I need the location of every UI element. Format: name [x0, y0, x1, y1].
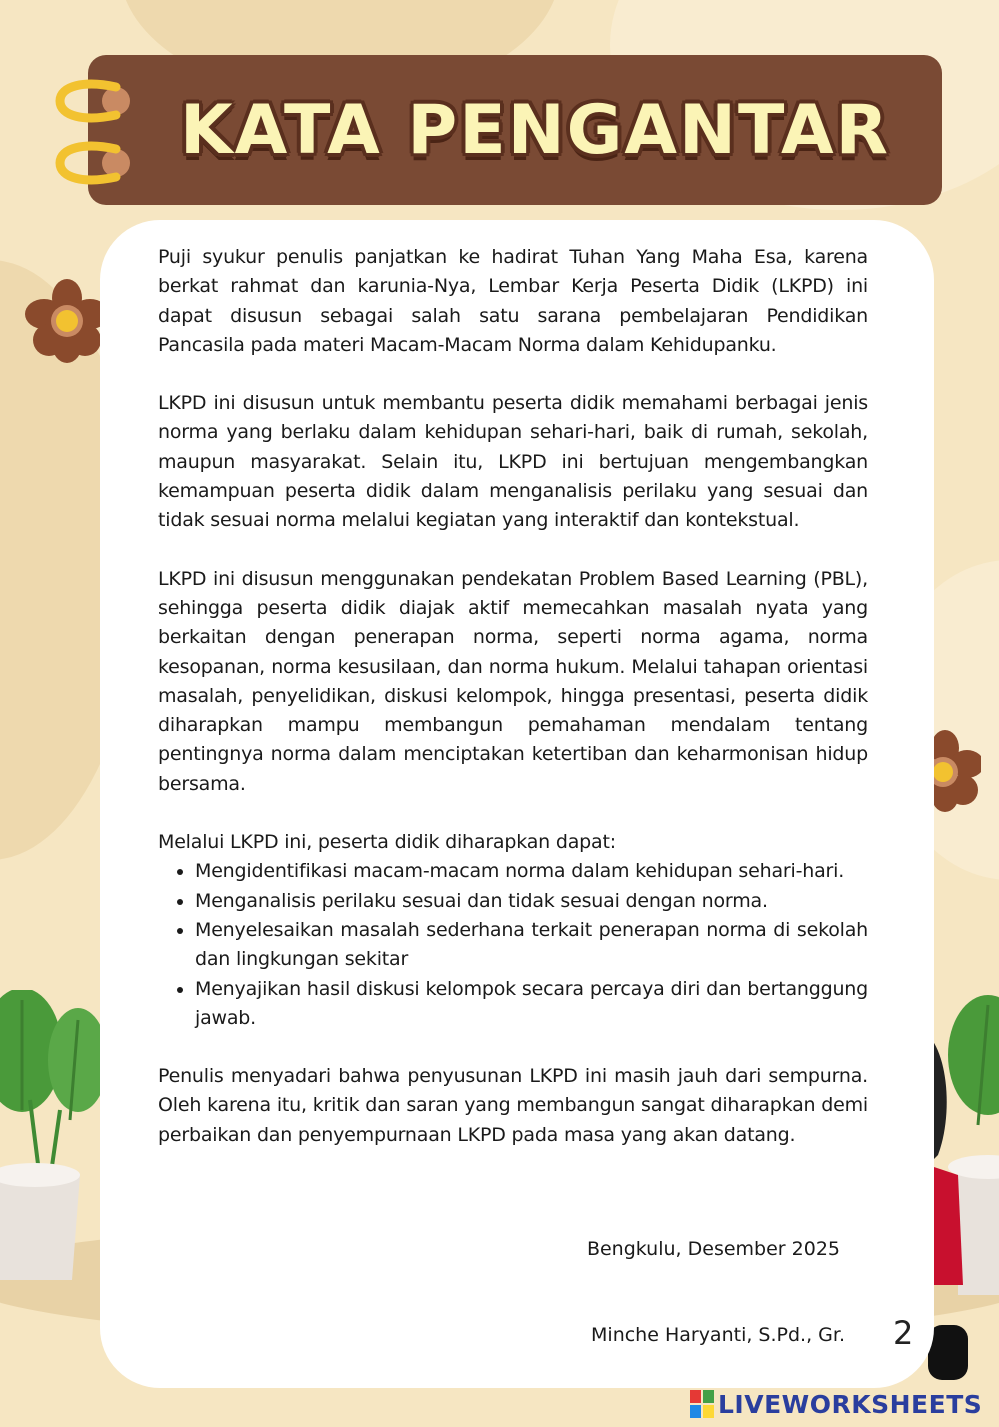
signature-place-date: Bengkulu, Desember 2025	[586, 1238, 840, 1260]
page-title: KATA PENGANTAR	[179, 90, 891, 170]
title-banner	[88, 55, 942, 205]
paragraph: Melalui LKPD ini, peserta didik diharapkan dapat:	[158, 831, 616, 854]
binder-ring-icon	[54, 140, 132, 186]
logo-text: LIVEWORKSHEETS	[718, 1389, 983, 1419]
paragraph: Puji syukur penulis panjatkan ke hadirat Tuhan Yang Maha Esa, karena berkat rahmat dan karunia-Nya, Lembar Kerja Peserta Didik (LKPD) ini dapat disusun sebagai salah satu sarana pembelajaran Pendidikan Pancasila pada materi Macam-Macam Norma dalam Kehidupanku.	[158, 246, 868, 356]
list-item: • Mengidentifikasi macam-macam norma dalam kehidupan sehari-hari.	[195, 857, 868, 886]
list-item: • Menyelesaikan masalah sederhana terkait penerapan norma di sekolah dan lingkungan sekitar	[195, 916, 868, 975]
paragraph: Penulis menyadari bahwa penyusunan LKPD ini masih jauh dari sempurna. Oleh karena itu, kritik dan saran yang membangun sangat diharapkan demi perbaikan dan penyempurnaan LKPD pada masa yang akan datang.	[158, 1065, 868, 1146]
paragraph: LKPD ini disusun menggunakan pendekatan Problem Based Learning (PBL), sehingga peserta didik diajak aktif memecahkan masalah nyata yang berkaitan dengan penerapan norma, seperti norma agama, norma kesopanan, norma kesusilaan, dan norma hukum. Melalui tahapan orientasi masalah, penyelidikan, diskusi kelompok, hingga presentasi, peserta didik diharapkan mampu membangun pemahaman mendalam tentang pentingnya norma dalam menciptakan ketertiban dan keharmonisan hidup bersama.	[158, 567, 868, 795]
liveworksheets-logo-icon	[690, 1390, 714, 1418]
list-item: • Menganalisis perilaku sesuai dan tidak sesuai dengan norma.	[195, 887, 868, 916]
potted-plant-icon	[0, 990, 110, 1300]
page-number: 2	[893, 1314, 914, 1352]
paragraph: LKPD ini disusun untuk membantu peserta didik memahami berbagai jenis norma yang berlaku dalam kehidupan sehari-hari, baik di rumah, sekolah, maupun masyarakat. Selain itu, LKPD ini bertujuan mengembangkan kemampuan peserta didik dalam menganalisis perilaku yang sesuai dan tidak sesuai norma melalui kegiatan yang interaktif dan kontekstual.	[158, 392, 868, 532]
foreword-body	[158, 243, 868, 1179]
goals-list	[158, 857, 868, 1033]
liveworksheets-logo[interactable]	[690, 1388, 982, 1420]
potted-plant-icon	[928, 995, 999, 1390]
signature-name: Minche Haryanti, S.Pd., Gr.	[591, 1324, 845, 1346]
list-item: • Menyajikan hasil diskusi kelompok secara percaya diri dan bertanggung jawab.	[195, 975, 868, 1034]
flower-icon	[24, 278, 110, 364]
binder-ring-icon	[54, 78, 132, 124]
